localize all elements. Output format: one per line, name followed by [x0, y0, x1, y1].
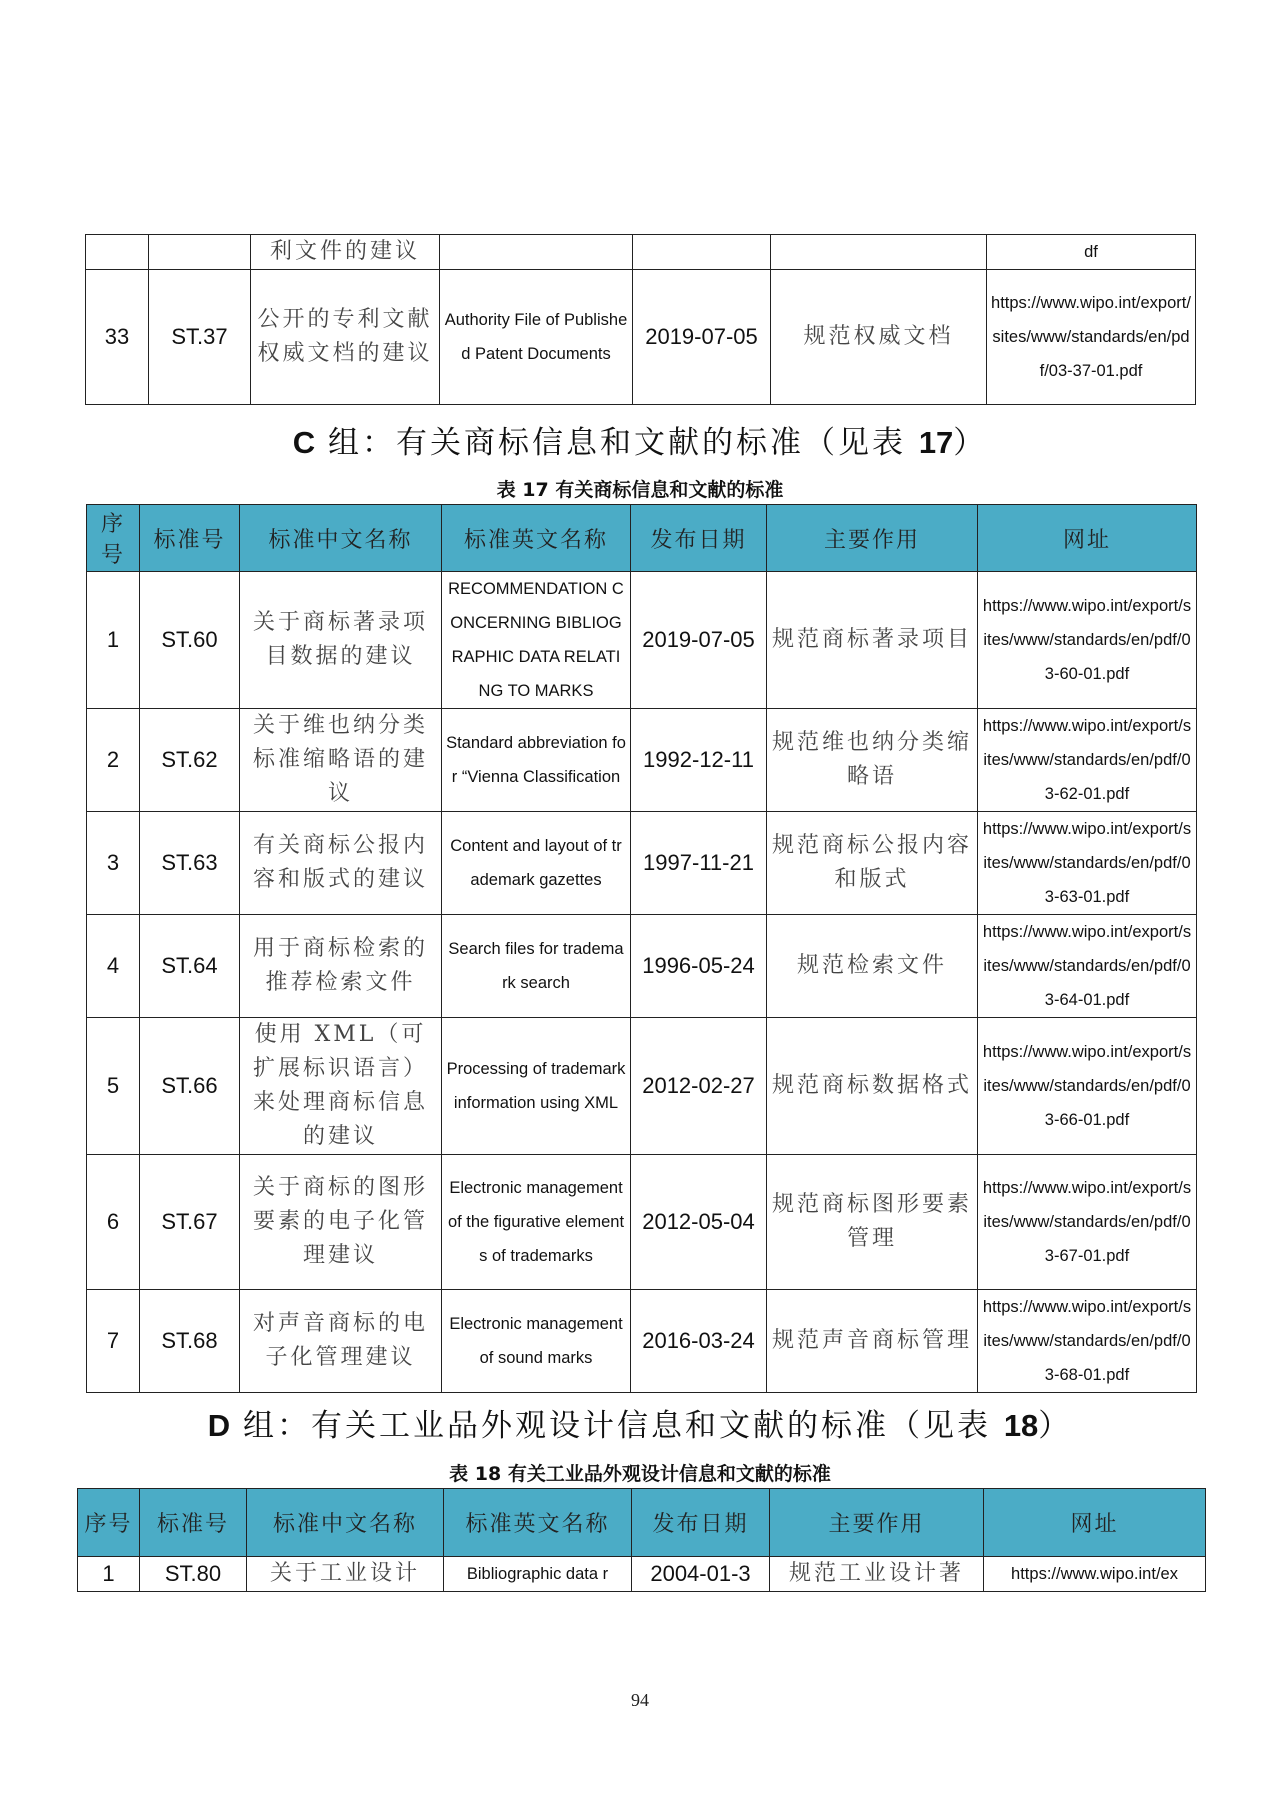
cell-url[interactable]: https://www.wipo.int/export/sites/www/standards/en/pdf/03-62-01.pdf: [978, 709, 1197, 812]
cell-standard: ST.80: [140, 1557, 247, 1592]
cell-zh-name: 用于商标检索的推荐检索文件: [240, 915, 442, 1018]
table-row: [87, 1018, 1197, 1155]
cell-zh-name: 利文件的建议: [251, 235, 440, 270]
cell-en-name: Electronic management of sound marks: [442, 1290, 631, 1393]
cell-standard: ST.68: [140, 1290, 240, 1393]
cell-zh-name: 使用 XML（可扩展标识语言）来处理商标信息的建议: [240, 1018, 442, 1155]
cell-en-name: Processing of trademark information using XML: [442, 1018, 631, 1155]
cell-standard: ST.37: [149, 270, 251, 405]
table-row: [87, 915, 1197, 1018]
header-en-name: 标准英文名称: [444, 1489, 632, 1557]
header-no: 序号: [78, 1489, 140, 1557]
header-date: 发布日期: [631, 505, 767, 572]
cell-url[interactable]: https://www.wipo.int/export/sites/www/standards/en/pdf/03-67-01.pdf: [978, 1155, 1197, 1290]
cell-standard: ST.66: [140, 1018, 240, 1155]
header-standard: 标准号: [140, 505, 240, 572]
cell-en-name: Search files for trademark search: [442, 915, 631, 1018]
cell-date: 1992-12-11: [631, 709, 767, 812]
cell-date: 2019-07-05: [633, 270, 771, 405]
cell-no: 33: [86, 270, 149, 405]
cell-purpose: 规范商标数据格式: [767, 1018, 978, 1155]
cell-url[interactable]: https://www.wipo.int/ex: [984, 1557, 1206, 1592]
table-18-caption: 表 18 有关工业品外观设计信息和文献的标准: [449, 1463, 831, 1485]
cell-zh-name: 有关商标公报内容和版式的建议: [240, 812, 442, 915]
cell-no: 4: [87, 915, 140, 1018]
table-row: [87, 1155, 1197, 1290]
heading-text: 组：有关商标信息和文献的标准（见表: [315, 425, 919, 461]
cell-zh-name: 关于工业设计: [247, 1557, 444, 1592]
header-url: 网址: [978, 505, 1197, 572]
standards-table-prev: [85, 234, 1196, 405]
cell-en-name: Authority File of Published Patent Documents: [440, 270, 633, 405]
table-row: [78, 1557, 1206, 1592]
table-header-row: [87, 505, 1197, 572]
page-number: 94: [631, 1690, 649, 1710]
table-18: [77, 1488, 1206, 1592]
cell-purpose: 规范商标著录项目: [767, 572, 978, 709]
cell-purpose: 规范商标公报内容和版式: [767, 812, 978, 915]
cell-zh-name: 关于维也纳分类标准缩略语的建议: [240, 709, 442, 812]
cell-en-name: Standard abbreviation for “Vienna Classification: [442, 709, 631, 812]
cell-date: 2012-02-27: [631, 1018, 767, 1155]
cell-url[interactable]: df: [987, 235, 1196, 270]
cell-zh-name: 对声音商标的电子化管理建议: [240, 1290, 442, 1393]
cell-en-name: Content and layout of trademark gazettes: [442, 812, 631, 915]
cell-url[interactable]: https://www.wipo.int/export/sites/www/standards/en/pdf/03-37-01.pdf: [987, 270, 1196, 405]
cell-purpose: 规范权威文档: [771, 270, 987, 405]
cell-no: 1: [78, 1557, 140, 1592]
heading-prefix: C: [292, 425, 316, 460]
cell-date: 1996-05-24: [631, 915, 767, 1018]
cell-en-name: Bibliographic data r: [444, 1557, 632, 1592]
header-date: 发布日期: [632, 1489, 770, 1557]
heading-num: 17: [918, 425, 954, 460]
cell-date: 2004-01-3: [632, 1557, 770, 1592]
section-d-heading: [0, 1400, 1280, 1445]
header-en-name: 标准英文名称: [442, 505, 631, 572]
cell-standard: ST.62: [140, 709, 240, 812]
header-zh-name: 标准中文名称: [240, 505, 442, 572]
cell-url[interactable]: https://www.wipo.int/export/sites/www/standards/en/pdf/03-64-01.pdf: [978, 915, 1197, 1018]
cell-no: 1: [87, 572, 140, 709]
cell-date: 2019-07-05: [631, 572, 767, 709]
cell-standard: ST.63: [140, 812, 240, 915]
cell-date: [633, 235, 771, 270]
cell-purpose: 规范维也纳分类缩略语: [767, 709, 978, 812]
heading-suffix: ）: [953, 425, 988, 461]
header-url: 网址: [984, 1489, 1206, 1557]
cell-standard: [149, 235, 251, 270]
cell-standard: ST.67: [140, 1155, 240, 1290]
cell-zh-name: 关于商标的图形要素的电子化管理建议: [240, 1155, 442, 1290]
heading-text: 组：有关工业品外观设计信息和文献的标准（见表: [230, 1408, 1004, 1444]
cell-date: 1997-11-21: [631, 812, 767, 915]
table-row: [87, 572, 1197, 709]
cell-no: 5: [87, 1018, 140, 1155]
table-row: [86, 235, 1196, 270]
cell-zh-name: 公开的专利文献权威文档的建议: [251, 270, 440, 405]
header-purpose: 主要作用: [767, 505, 978, 572]
header-standard: 标准号: [140, 1489, 247, 1557]
table-row: [87, 1290, 1197, 1393]
cell-purpose: 规范商标图形要素管理: [767, 1155, 978, 1290]
table-header-row: [78, 1489, 1206, 1557]
table-row: [86, 270, 1196, 405]
cell-en-name: RECOMMENDATION CONCERNING BIBLIOGRAPHIC DATA RELATING TO MARKS: [442, 572, 631, 709]
table-row: [87, 812, 1197, 915]
header-zh-name: 标准中文名称: [247, 1489, 444, 1557]
cell-no: 6: [87, 1155, 140, 1290]
cell-date: 2012-05-04: [631, 1155, 767, 1290]
table-17: [86, 504, 1197, 1393]
cell-purpose: 规范声音商标管理: [767, 1290, 978, 1393]
cell-purpose: [771, 235, 987, 270]
cell-url[interactable]: https://www.wipo.int/export/sites/www/standards/en/pdf/03-60-01.pdf: [978, 572, 1197, 709]
cell-no: 3: [87, 812, 140, 915]
heading-prefix: D: [207, 1408, 231, 1443]
cell-url[interactable]: https://www.wipo.int/export/sites/www/standards/en/pdf/03-68-01.pdf: [978, 1290, 1197, 1393]
table-row: [87, 709, 1197, 812]
cell-en-name: Electronic management of the figurative elements of trademarks: [442, 1155, 631, 1290]
table-17-caption: 表 17 有关商标信息和文献的标准: [496, 479, 784, 501]
cell-no: 7: [87, 1290, 140, 1393]
cell-zh-name: 关于商标著录项目数据的建议: [240, 572, 442, 709]
heading-suffix: ）: [1038, 1408, 1073, 1444]
cell-url[interactable]: https://www.wipo.int/export/sites/www/standards/en/pdf/03-63-01.pdf: [978, 812, 1197, 915]
cell-url[interactable]: https://www.wipo.int/export/sites/www/standards/en/pdf/03-66-01.pdf: [978, 1018, 1197, 1155]
cell-en-name: [440, 235, 633, 270]
cell-date: 2016-03-24: [631, 1290, 767, 1393]
header-purpose: 主要作用: [770, 1489, 984, 1557]
cell-purpose: 规范工业设计著: [770, 1557, 984, 1592]
cell-standard: ST.64: [140, 915, 240, 1018]
cell-purpose: 规范检索文件: [767, 915, 978, 1018]
cell-standard: ST.60: [140, 572, 240, 709]
cell-no: [86, 235, 149, 270]
header-no: 序号: [87, 505, 140, 572]
heading-num: 18: [1003, 1408, 1039, 1443]
cell-no: 2: [87, 709, 140, 812]
section-c-heading: [0, 417, 1280, 462]
